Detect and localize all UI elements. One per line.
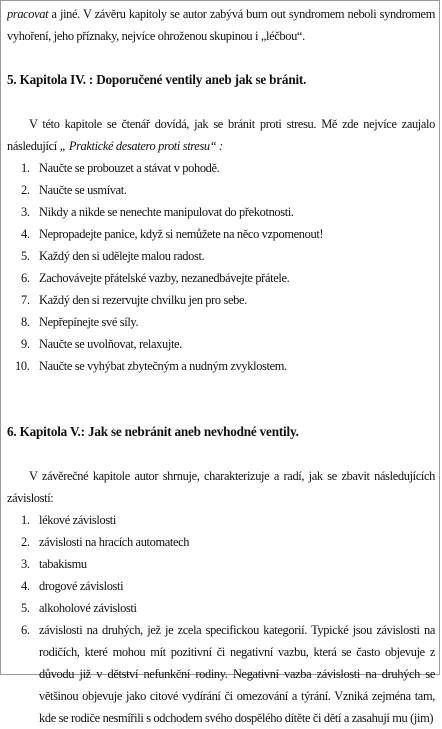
list-item — [7, 509, 435, 531]
list-text: Nepřepínejte své síly. — [39, 315, 139, 329]
list-text: Každý den si rezervujte chvilku jen pro sebe. — [39, 293, 247, 307]
list-text: Každý den si udělejte malou radost. — [39, 249, 205, 263]
list-item — [7, 201, 435, 223]
chapter-5-list — [7, 509, 435, 729]
chapter-5-intro: V závěrečné kapitole autor shrnuje, charakterizuje a radí, jak se zbavit následujících závislostí: — [7, 469, 435, 505]
list-number: 4. — [21, 227, 30, 241]
list-number: 5. — [21, 601, 30, 615]
list-number: 9. — [21, 337, 30, 351]
list-text: závislosti na druhých, jež je zcela specifickou kategorií. Typické jsou závislosti na rodičích, které mohou mít pozitivní či negativní vazbu, která se často objevuje z důvodu již v dětství nefunkční rodiny. Negativní vazba závislosti na druhých se většinou objevuje jako citové vydírání či omezování a týrání. Vzniká zejména tam, kde se rodiče nesmířili s odchodem svého dospělého dítěte či dětí a zasahují mu (jim) — [39, 623, 435, 725]
list-item — [7, 333, 435, 355]
spacer — [7, 443, 435, 465]
chapter-4-heading: 5. Kapitola IV. : Doporučené ventily aneb jak se bránit. — [7, 72, 307, 87]
list-text: drogové závislosti — [39, 579, 124, 593]
list-number: 1. — [21, 513, 30, 527]
chapter-4-intro-italic: „ Praktické desatero proti stresu“ : — [59, 139, 223, 153]
chapter-5-heading: 6. Kapitola V.: Jak se nebránit aneb nevhodné ventily. — [7, 424, 299, 439]
list-item — [7, 245, 435, 267]
list-item — [7, 531, 435, 553]
list-item — [7, 575, 435, 597]
spacer — [7, 91, 435, 113]
continuation-paragraph — [7, 3, 435, 47]
chapter-4-intro-text: V této kapitole se čtenář dovídá, jak se bránit proti stresu. Mě zde nejvíce zaujalo následující — [7, 117, 435, 153]
continuation-text: a jiné. V závěru kapitoly se autor zabývá burn out syndromem neboli syndromem vyhoření, jeho příznaky, nejvíce ohroženou skupinou i „léčbou“. — [7, 7, 435, 43]
list-text: závislosti na hracích automatech — [39, 535, 190, 549]
list-number: 3. — [21, 205, 30, 219]
list-number: 6. — [21, 271, 30, 285]
list-number: 3. — [21, 557, 30, 571]
list-item — [7, 289, 435, 311]
list-text: Nepropadejte panice, když si nemůžete na něco vzpomenout! — [39, 227, 324, 241]
list-item — [7, 311, 435, 333]
list-number: 6. — [21, 623, 30, 637]
list-number: 5. — [21, 249, 30, 263]
spacer — [7, 399, 435, 421]
list-number: 2. — [21, 535, 30, 549]
document-content — [7, 3, 435, 729]
list-item — [7, 267, 435, 289]
list-text: Naučte se uvolňovat, relaxujte. — [39, 337, 182, 351]
list-number: 10. — [15, 359, 30, 373]
list-number: 1. — [21, 161, 30, 175]
list-text: Nikdy a nikde se nenechte manipulovat do překotnosti. — [39, 205, 294, 219]
list-item — [7, 179, 435, 201]
chapter-4-intro — [7, 113, 435, 157]
list-item — [7, 597, 435, 619]
spacer — [7, 377, 435, 399]
list-item — [7, 619, 435, 729]
list-number: 2. — [21, 183, 30, 197]
spacer — [7, 47, 435, 69]
list-item — [7, 355, 435, 377]
list-item — [7, 553, 435, 575]
list-text: tabakismu — [39, 557, 87, 571]
list-text: lékové závislosti — [39, 513, 116, 527]
list-text: Naučte se usmívat. — [39, 183, 127, 197]
list-text: Naučte se vyhýbat zbytečným a nudným zvyklostem. — [39, 359, 287, 373]
chapter-4-list — [7, 157, 435, 377]
list-item — [7, 157, 435, 179]
list-number: 8. — [21, 315, 30, 329]
list-text: alkoholové závislosti — [39, 601, 137, 615]
italic-word: pracovat — [7, 7, 49, 21]
list-number: 7. — [21, 293, 30, 307]
list-text: Zachovávejte přátelské vazby, nezanedbávejte přátele. — [39, 271, 290, 285]
list-item — [7, 223, 435, 245]
list-text: Naučte se probouzet a stávat v pohodě. — [39, 161, 220, 175]
list-number: 4. — [21, 579, 30, 593]
